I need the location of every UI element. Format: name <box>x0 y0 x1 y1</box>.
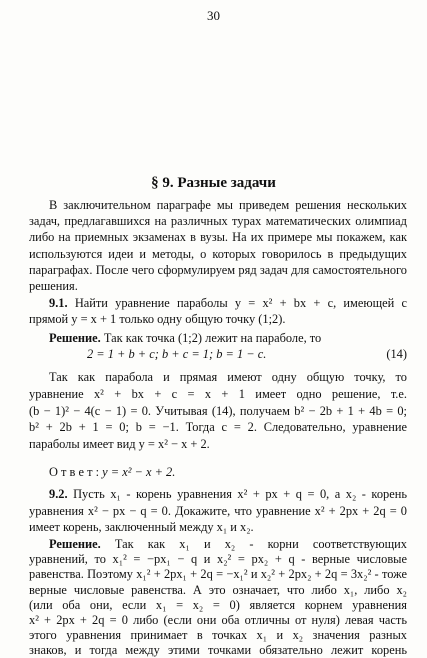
problem-9-2-line-3: имеет корень, заключенный между x₁ и x₂. <box>29 520 254 534</box>
solution-label: Решение. <box>49 331 101 345</box>
problem-9-1-label: 9.1. <box>49 296 68 310</box>
intro-paragraph: В заключительном параграфе мы приведем решения нескольких задач, предлагавшихся на различных турах математических олимпиад либо на приемных экзаменах в вузы. На их примере мы покажем, как используются идеи и методы, о которых говорилось в предыдущих параграфах. После чего сформулируем ряд задач для самостоятельного решения. <box>29 198 407 294</box>
solution-9-2-line-2: уравнений, то x₁² = −px₁ − q и x₂² = px₂ + q - верные числовые <box>29 552 407 567</box>
problem-9-2 <box>29 486 407 536</box>
reasoning-line-5: параболы имеет вид y = x² − x + 2. <box>29 437 210 452</box>
problem-9-2-line-1: 9.2. Пусть x₁ - корень уравнения x² + px + q = 0, а x₂ - корень <box>49 487 407 501</box>
solution-intro-line: Решение. Так как точка (1;2) лежит на параболе, то <box>49 331 322 345</box>
solution-9-2-line-7: этого уравнения принимает в точках x₁ и x₂ значения разных <box>29 628 407 643</box>
reasoning-line-3: (b − 1)² − 4(c − 1) = 0. Учитывая (14), получаем b² − 2b + 1 + 4b = 0; <box>29 403 407 418</box>
problem-9-1-line-2: прямой y = x + 1 только одну общую точку (1;2). <box>29 312 286 327</box>
equation-number: (14) <box>386 347 407 362</box>
solution-9-2-line-4: верные числовые равенства. А это означает, что либо x₁, либо x₂ <box>29 582 407 597</box>
solution-9-2-line-6: x² + 2px + 2q = 0 либо (если они оба отличны от нуля) левая часть <box>29 613 407 628</box>
solution-9-2-line-3: равенства. Поэтому x₁² + 2px₁ + 2q = −x₁² и x₂² + 2px₂ + 2q = 3x₂² - тоже <box>29 567 407 582</box>
solution-9-2-line-1: Решение. Так как x₁ и x₂ - корни соответствующих <box>49 537 407 551</box>
reasoning-line-2: уравнение x² + bx + c = x + 1 имеет одно решение, т.е. <box>29 386 407 401</box>
answer-label: О т в е т : <box>49 465 100 479</box>
page-number: 30 <box>207 8 220 23</box>
solution-9-2-label: Решение. <box>49 537 101 551</box>
problem-9-2-label: 9.2. <box>49 487 68 501</box>
problem-9-1-line-1: 9.1. Найти уравнение параболы y = x² + bx + c, имеющей с <box>49 296 407 310</box>
reasoning-line-4: b² + 2b + 1 = 0; b = −1. Тогда c = 2. Следовательно, уравнение <box>29 420 407 435</box>
answer-value: y = x² − x + 2. <box>102 465 176 479</box>
section-title: § 9. Разные задачи <box>151 175 276 191</box>
answer-9-1 <box>29 464 427 480</box>
solution-9-2-line-8: знаков, и тогда между этими точками обязательно лежит корень <box>29 643 407 658</box>
reasoning-line-1: Так как парабола и прямая имеют одну общую точку, то <box>49 370 407 384</box>
problem-9-1-reasoning <box>29 369 407 453</box>
problem-9-1-solution <box>29 330 407 362</box>
problem-9-2-line-2: уравнения x² − px − q = 0. Докажите, что уравнение x² + 2px + 2q = 0 <box>29 503 407 518</box>
problem-9-2-solution <box>29 537 407 658</box>
problem-9-1 <box>29 295 407 327</box>
solution-9-2-line-5: (или оба они, если x₁ = x₂ = 0) является корнем уравнения <box>29 597 407 612</box>
equation-14: 2 = 1 + b + c; b + c = 1; b = 1 − c. (14) <box>87 347 407 362</box>
